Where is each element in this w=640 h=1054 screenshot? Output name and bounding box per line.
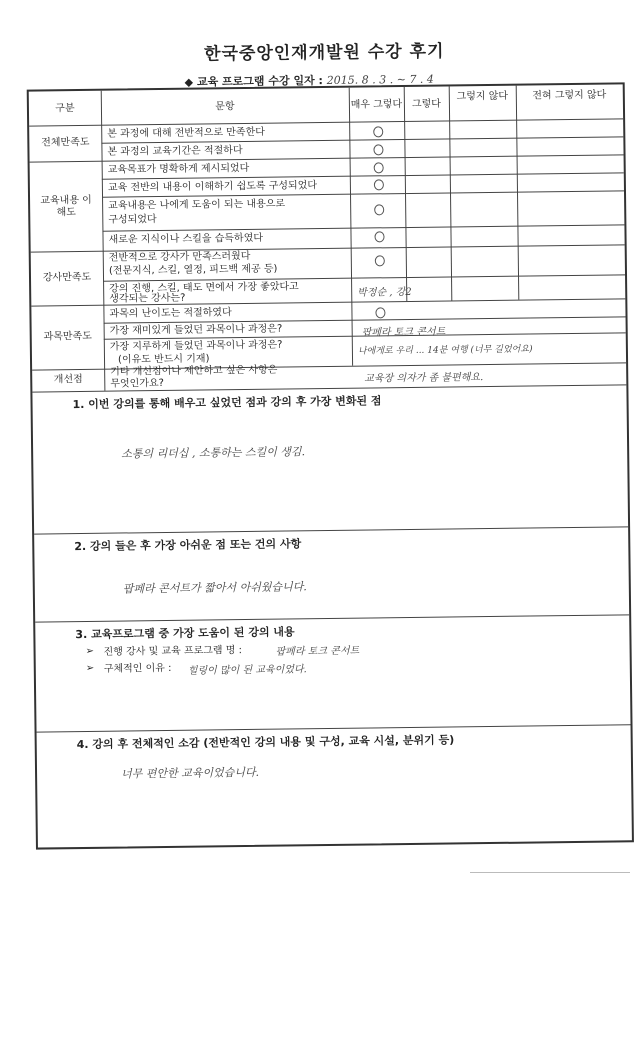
date-label: ◆ 교육 프로그램 수강 일자 :	[184, 74, 323, 89]
question-7-line1: 전반적으로 강사가 만족스러웠다	[108, 250, 251, 264]
question-4: 교육 전반의 내용이 이해하기 쉽도록 구성되었다	[107, 180, 318, 194]
date-value: 2015. 8 . 3 . ~ 7 . 4	[326, 72, 434, 87]
section-2-answer: 팝페라 콘서트가 짧아서 아쉬웠습니다.	[122, 580, 307, 596]
scan-edge-line	[470, 872, 630, 873]
question-5-line1: 교육내용은 나에게 도움이 되는 내용으로	[108, 198, 286, 212]
form-title: 한국중앙인재개발원 수강 후기	[203, 41, 445, 65]
question-6: 새로운 지식이나 스킬을 습득하였다	[108, 232, 264, 246]
header-very-agree: 매우 그렇다	[350, 99, 403, 111]
category-overall: 전체만족도	[41, 136, 90, 149]
survey-sheet	[14, 26, 640, 874]
section-4-title: 4. 강의 후 전체적인 소감 (전반적인 강의 내용 및 구성, 교육 시설, 분위기 등)	[76, 733, 455, 752]
question-5-line2: 구성되었다	[108, 214, 157, 226]
question-12-line1: 기타 개선점이나 제안하고 싶은 사항은	[110, 364, 278, 378]
question-7-line2: (전문지식, 스킬, 열정, 피드백 제공 등)	[108, 263, 278, 277]
category-content: 교육내용 이해도	[40, 194, 92, 219]
question-8-line2: 생각되는 강사는?	[109, 292, 186, 305]
answer-fun-course: 팝페라 토크 콘서트	[361, 326, 446, 339]
rating-mark-q2	[373, 144, 383, 155]
header-question: 문항	[215, 101, 235, 113]
category-instructor: 강사만족도	[42, 271, 92, 284]
section-3-item-2-value: 힐링이 많이 된 교육이었다.	[187, 664, 307, 677]
question-3: 교육목표가 명확하게 제시되었다	[107, 162, 250, 176]
section-3-title: 3. 교육프로그램 중 가장 도움이 된 강의 내용	[75, 625, 295, 642]
header-category: 구분	[55, 103, 75, 115]
section-1-answer: 소통의 리더십 , 소통하는 스킬이 생김.	[121, 445, 306, 461]
header-agree: 그렇다	[411, 98, 441, 110]
question-12-line2: 무엇인가요?	[110, 377, 164, 390]
question-1: 본 과정에 대해 전반적으로 만족한다	[107, 126, 265, 140]
answer-improvement: 교육장 의자가 좀 불편해요.	[364, 372, 484, 385]
rating-mark-q5	[374, 204, 384, 215]
header-strongly-disagree: 전혀 그렇지 않다	[532, 89, 607, 102]
section-2-title: 2. 강의 들은 후 가장 아쉬운 점 또는 건의 사항	[74, 537, 302, 554]
rating-mark-q4	[374, 179, 384, 190]
category-improvement: 개선점	[53, 373, 83, 386]
rating-mark-q3	[374, 162, 384, 173]
answer-boring-course: 나에게로 우리 ... 14분 여행 (너무 길었어요)	[357, 344, 533, 357]
category-course: 과목만족도	[43, 330, 92, 343]
bullet-icon: ➢	[85, 645, 95, 657]
bullet-icon: ➢	[85, 662, 95, 674]
question-2: 본 과정의 교육기간은 적절하다	[107, 145, 243, 158]
question-11-line2: (이유도 반드시 기재)	[117, 353, 210, 366]
section-3-item-2-label: 구체적인 이유 :	[103, 662, 172, 675]
rating-mark-q9	[375, 307, 385, 318]
question-9: 과목의 난이도는 적절하였다	[109, 307, 232, 320]
question-8-line1: 강의 진행, 스킬, 태도 면에서 가장 좋았다고	[109, 281, 299, 295]
answer-best-instructor: 박정순 , 강2	[357, 286, 412, 299]
rating-mark-q7	[375, 255, 385, 266]
rating-mark-q1	[373, 126, 383, 137]
rating-mark-q6	[374, 231, 384, 242]
section-1-title: 1. 이번 강의를 통해 배우고 싶었던 점과 강의 후 가장 변화된 점	[72, 394, 382, 412]
section-4-answer: 너무 편안한 교육이었습니다.	[120, 765, 260, 781]
question-10: 가장 재미있게 들었던 과목이나 과정은?	[109, 323, 283, 337]
question-11-line1: 가장 지루하게 들었던 과목이나 과정은?	[109, 339, 283, 353]
header-disagree: 그렇지 않다	[456, 90, 509, 103]
survey-table-frame	[27, 82, 634, 849]
section-3-item-1-label: 진행 강사 및 교육 프로그램 명 :	[103, 645, 243, 658]
section-3-item-1-value: 팝페라 토크 콘서트	[275, 645, 360, 658]
